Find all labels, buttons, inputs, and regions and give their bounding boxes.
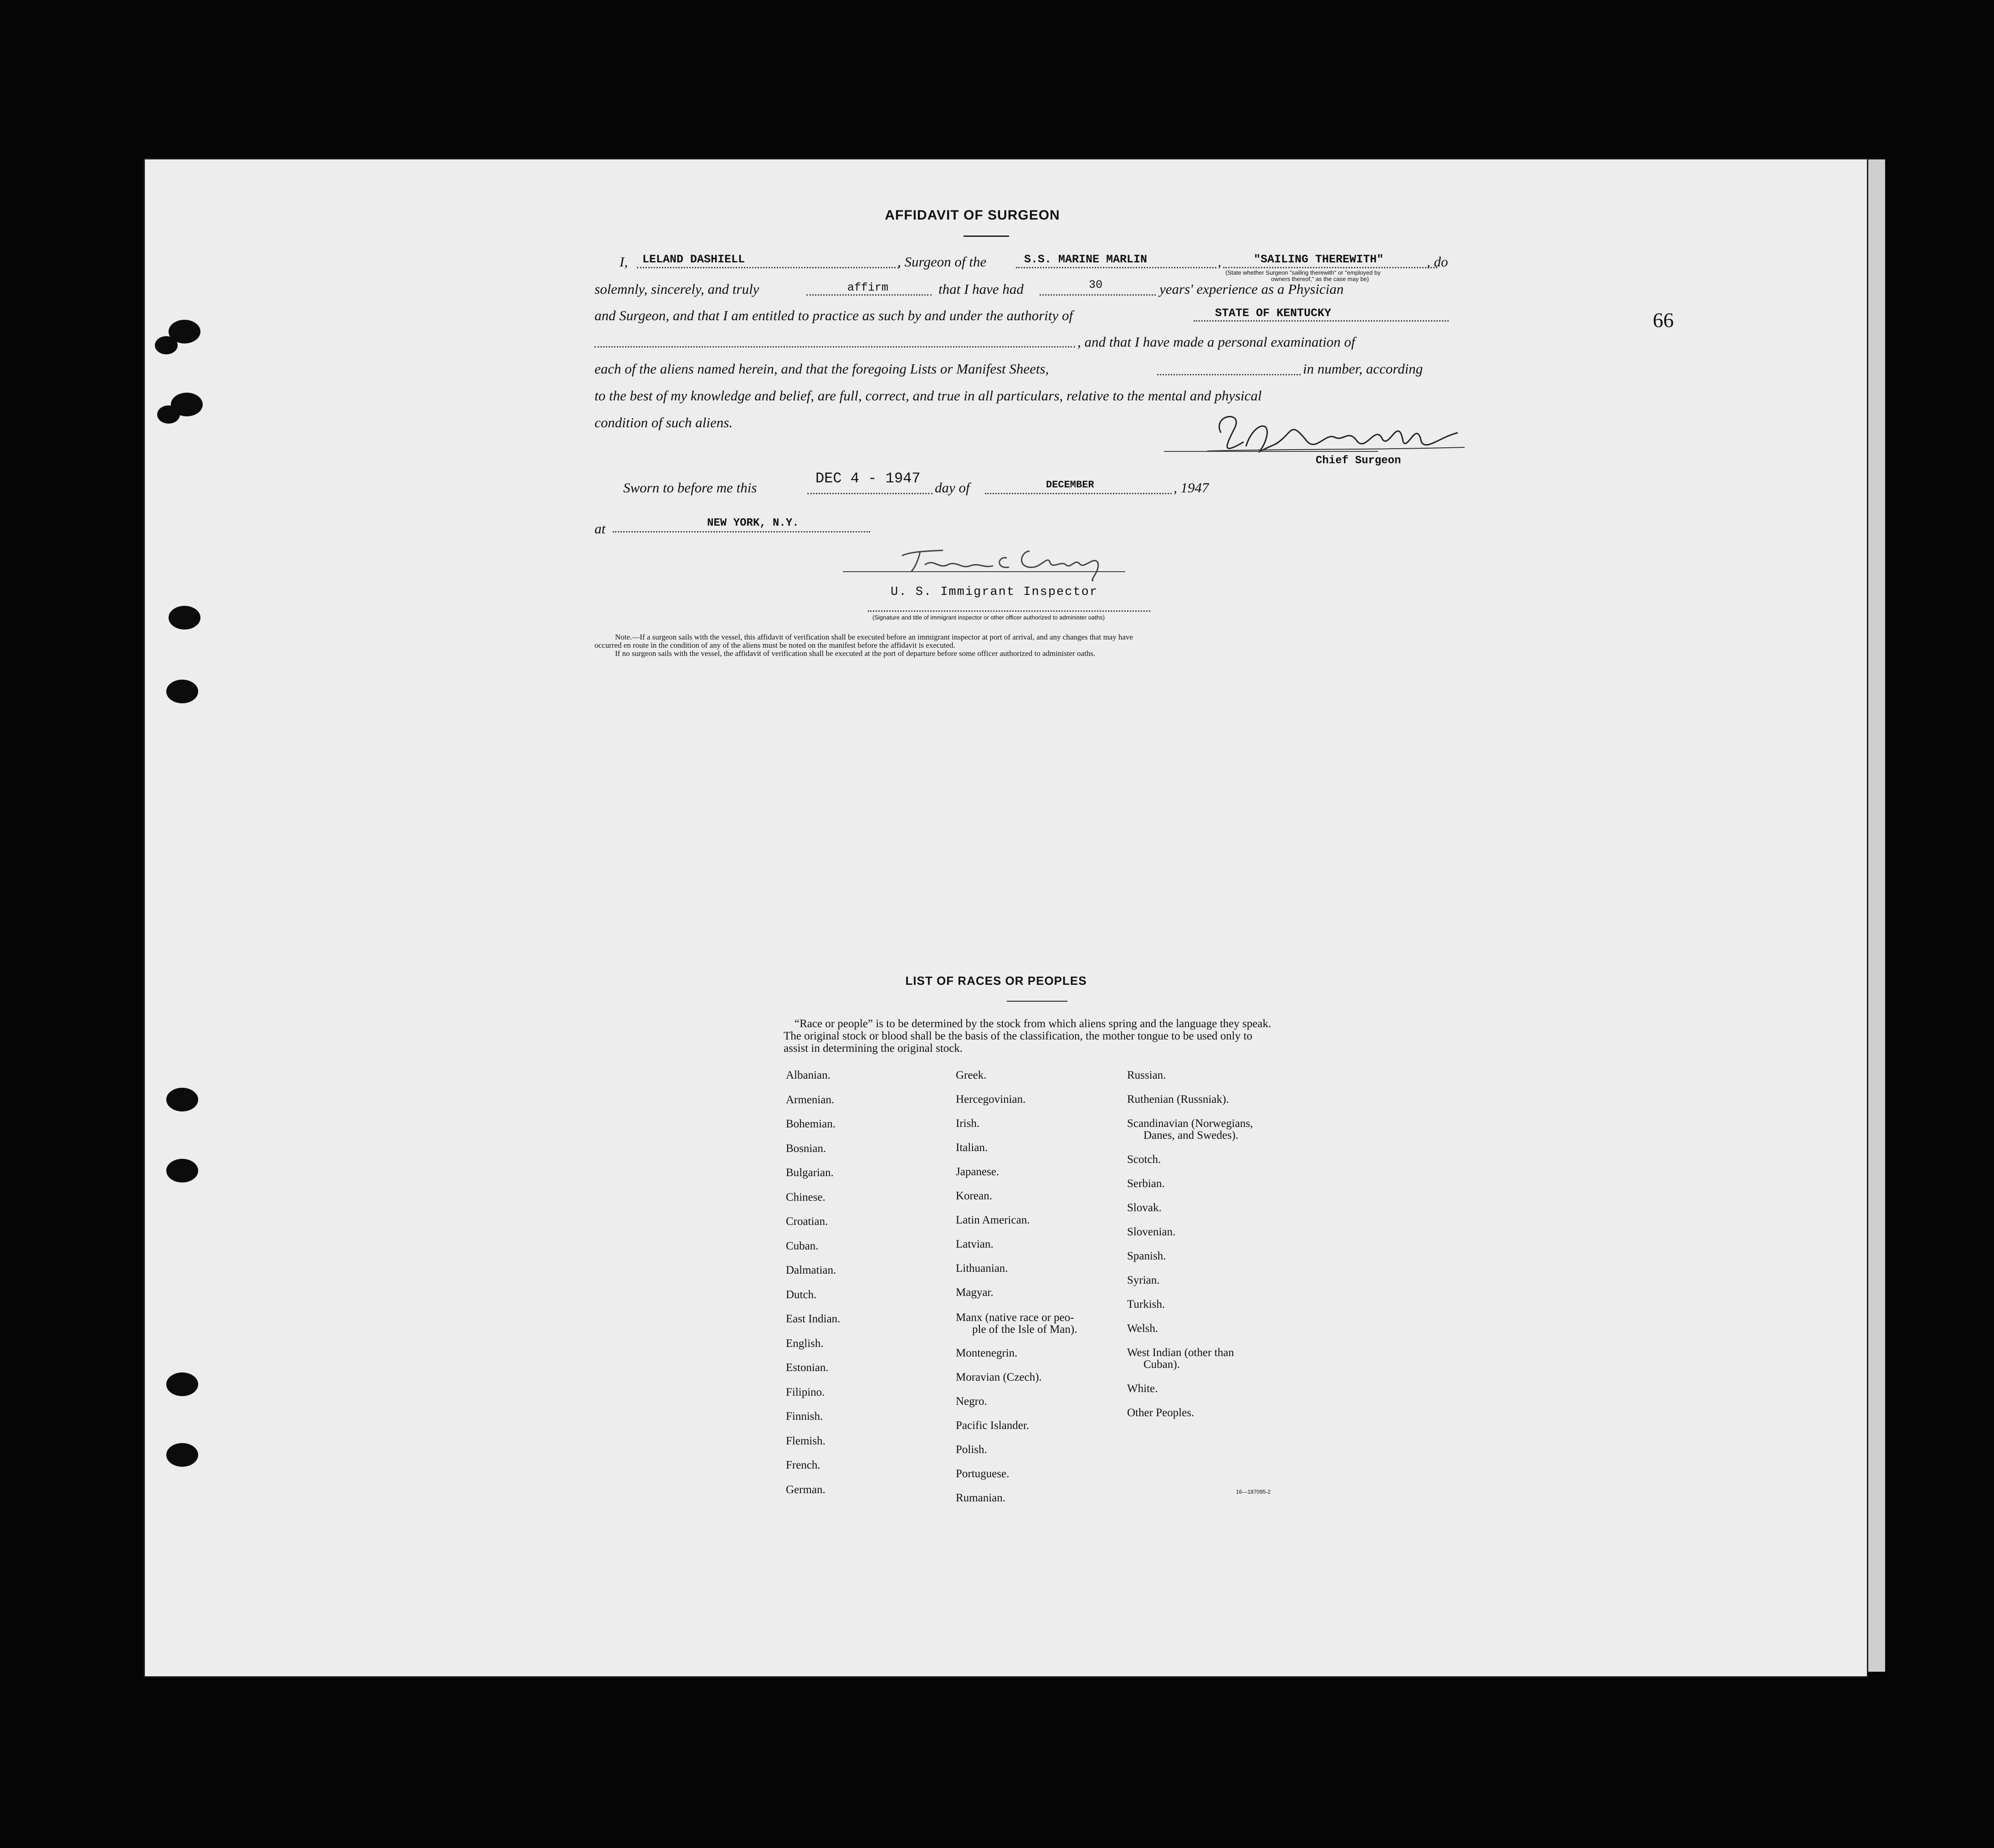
affidavit-title: AFFIDAVIT OF SURGEON xyxy=(885,208,1060,223)
race-entry: Cuban. xyxy=(786,1240,819,1252)
and-surgeon-text: and Surgeon, and that I am entitled to practice as such by and under the authority of xyxy=(595,307,1073,323)
races-title: LIST OF RACES OR PEOPLES xyxy=(905,974,1087,988)
surgeon-name: LELAND DASHIELL xyxy=(642,253,745,266)
race-entry: Armenian. xyxy=(786,1094,835,1106)
race-entry: Estonian. xyxy=(786,1362,829,1374)
race-entry: Other Peoples. xyxy=(1127,1407,1194,1419)
race-entry: Japanese. xyxy=(956,1166,1000,1178)
race-entry: Ruthenian (Russniak). xyxy=(1127,1093,1229,1106)
sworn-day-line xyxy=(807,493,933,494)
punch-hole xyxy=(166,1372,198,1396)
years-count: 30 xyxy=(1089,278,1103,292)
examination-text: , and that I have made a personal examination of xyxy=(1077,334,1355,350)
inspector-title-line xyxy=(868,610,1150,612)
affidavit-i: I, xyxy=(620,254,628,270)
page-number: 66 xyxy=(1653,308,1674,332)
race-entry: Latin American. xyxy=(956,1214,1030,1226)
race-entry: Hercegovinian. xyxy=(956,1093,1026,1106)
race-entry: Dutch. xyxy=(786,1289,817,1301)
race-entry: Greek. xyxy=(956,1069,987,1081)
race-entry: Spanish. xyxy=(1127,1250,1166,1262)
race-entry: Manx (native race or peo- xyxy=(956,1311,1074,1324)
races-title-underline xyxy=(1007,1001,1067,1002)
race-entry: Moravian (Czech). xyxy=(956,1371,1042,1383)
oath-line xyxy=(806,294,932,296)
race-entry: Polish. xyxy=(956,1444,987,1456)
that-had-text: that I have had xyxy=(938,281,1024,297)
race-entry: German. xyxy=(786,1484,825,1496)
inspector-signature-line xyxy=(843,571,1125,572)
day-of-text: day of xyxy=(935,480,970,496)
note-line-2: occurred en route in the condition of any of the aliens must be noted on the manifest before the affidavit is executed. xyxy=(595,641,955,650)
race-entry: Serbian. xyxy=(1127,1177,1165,1190)
punch-hole xyxy=(166,1159,198,1183)
race-entry: Finnish. xyxy=(786,1410,823,1423)
race-entry: West Indian (other than xyxy=(1127,1346,1234,1359)
oath-word: affirm xyxy=(847,281,889,294)
sailing-status: "SAILING THEREWITH" xyxy=(1254,253,1384,266)
surgeon-name-line xyxy=(637,267,899,268)
sailing-status-line xyxy=(1223,267,1437,268)
race-entry: Welsh. xyxy=(1127,1322,1158,1335)
punch-hole xyxy=(157,405,180,424)
races-intro: “Race or people” is to be determined by the stock from which aliens spring and the language they speak. The original stock or blood shall be the basis of the classification, the mother tongue to be used only to assist in determining the original stock. xyxy=(784,1018,1271,1055)
vessel-line xyxy=(1016,267,1216,268)
condition-text: condition of such aliens. xyxy=(595,415,733,430)
at-text: at xyxy=(595,521,606,537)
race-entry: Pacific Islander. xyxy=(956,1419,1030,1432)
authority-line xyxy=(1194,320,1449,322)
title-underline xyxy=(964,235,1009,237)
race-entry: Filipino. xyxy=(786,1386,825,1398)
sheet-edge xyxy=(1867,159,1885,1672)
vessel-name: S.S. MARINE MARLIN xyxy=(1024,253,1148,266)
year-text: , 1947 xyxy=(1174,480,1209,496)
authority: STATE OF KENTUCKY xyxy=(1215,307,1332,320)
inspector-signature xyxy=(893,538,1112,583)
do-text: , do xyxy=(1427,254,1448,270)
sworn-day: DEC 4 - 1947 xyxy=(815,470,921,487)
sworn-place: NEW YORK, N.Y. xyxy=(707,517,799,529)
manifest-sheet xyxy=(145,159,1867,1676)
race-entry: ple of the Isle of Man). xyxy=(972,1323,1077,1336)
race-entry: Montenegrin. xyxy=(956,1347,1018,1359)
race-entry: Flemish. xyxy=(786,1435,825,1447)
punch-hole xyxy=(166,1443,198,1467)
race-entry: Bulgarian. xyxy=(786,1167,834,1179)
race-entry: Albanian. xyxy=(786,1069,830,1081)
form-code: 16—187095-2 xyxy=(1236,1489,1271,1495)
punch-hole xyxy=(166,680,198,703)
inspector-caption: (Signature and title of immigrant inspector or other officer authorized to administer oaths) xyxy=(872,614,1105,621)
race-entry: Rumanian. xyxy=(956,1492,1006,1504)
race-entry: Russian. xyxy=(1127,1069,1166,1081)
sworn-place-line xyxy=(613,531,870,532)
best-knowledge-text: to the best of my knowledge and belief, are full, correct, and true in all particulars, relative to the mental and physical xyxy=(595,388,1262,404)
race-entry: Dalmatian. xyxy=(786,1264,836,1276)
race-entry: Korean. xyxy=(956,1190,992,1202)
sheets-count-line xyxy=(1157,374,1301,375)
race-entry: Cuban). xyxy=(1143,1358,1180,1371)
race-entry: Bosnian. xyxy=(786,1142,826,1155)
solemnly-text: solemnly, sincerely, and truly xyxy=(595,281,759,297)
punch-hole xyxy=(166,1088,198,1111)
sworn-month: DECEMBER xyxy=(1046,479,1094,491)
race-entry: Portuguese. xyxy=(956,1468,1010,1480)
race-entry: Scandinavian (Norwegians, xyxy=(1127,1117,1253,1130)
surgeon-signature-line xyxy=(1164,451,1378,452)
punch-hole xyxy=(155,336,178,354)
race-entry: Bohemian. xyxy=(786,1118,836,1130)
status-note-2: owners thereof," as the case may be) xyxy=(1271,276,1369,282)
race-entry: East Indian. xyxy=(786,1313,841,1325)
punch-hole xyxy=(169,606,200,630)
status-note-1: (State whether Surgeon "sailing therewith" or "employed by xyxy=(1225,269,1381,276)
race-entry: Slovenian. xyxy=(1127,1226,1176,1238)
race-entry: Turkish. xyxy=(1127,1298,1165,1310)
each-alien-text: each of the aliens named herein, and that the foregoing Lists or Manifest Sheets, xyxy=(595,361,1049,377)
authority-line-2 xyxy=(595,346,1075,348)
sworn-text: Sworn to before me this xyxy=(623,480,757,496)
race-entry: Lithuanian. xyxy=(956,1262,1008,1275)
note-line-3: If no surgeon sails with the vessel, the affidavit of verification shall be executed at the port of departure before some officer authorized to administer oaths. xyxy=(615,649,1096,658)
signer-title: Chief Surgeon xyxy=(1316,455,1401,467)
comma: , xyxy=(1218,254,1221,270)
race-entry: English. xyxy=(786,1337,824,1350)
race-entry: Italian. xyxy=(956,1142,988,1154)
race-entry: Scotch. xyxy=(1127,1153,1161,1166)
race-entry: Croatian. xyxy=(786,1215,828,1228)
years-exp-text: years' experience as a Physician xyxy=(1159,281,1344,297)
in-number-text: in number, according xyxy=(1303,361,1423,377)
race-entry: White. xyxy=(1127,1382,1158,1395)
note-line-1: Note.—If a surgeon sails with the vessel, this affidavit of verification shall be executed before an immigrant inspector at port of arrival, and any changes that may have xyxy=(615,633,1133,641)
race-entry: French. xyxy=(786,1459,820,1471)
race-entry: Chinese. xyxy=(786,1191,825,1203)
race-entry: Syrian. xyxy=(1127,1274,1160,1286)
race-entry: Danes, and Swedes). xyxy=(1143,1129,1239,1142)
inspector-title: U. S. Immigrant Inspector xyxy=(891,585,1098,599)
sworn-month-line xyxy=(985,493,1172,494)
race-entry: Latvian. xyxy=(956,1238,994,1250)
years-line xyxy=(1040,294,1156,296)
race-entry: Irish. xyxy=(956,1117,980,1130)
race-entry: Magyar. xyxy=(956,1286,994,1299)
surgeon-of-text: , Surgeon of the xyxy=(897,254,987,270)
race-entry: Slovak. xyxy=(1127,1202,1162,1214)
race-entry: Negro. xyxy=(956,1395,987,1408)
